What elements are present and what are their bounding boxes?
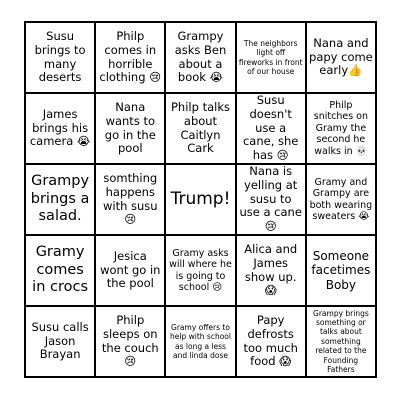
bingo-cell-r4c5[interactable]: Someone facetimes Boby <box>306 235 376 306</box>
bingo-cell-r2c2[interactable]: Nana wants to go in the pool <box>95 93 165 164</box>
bingo-cell-r5c1[interactable]: Susu calls Jason Brayan <box>25 306 95 377</box>
bingo-cell-r5c3[interactable]: Gramy offers to help with school as long a less and linda dose <box>165 306 235 377</box>
bingo-cell-r2c3[interactable]: Philp talks about Caitlyn Cark <box>165 93 235 164</box>
bingo-cell-r3c2[interactable]: somthing happens with susu 😢 <box>95 164 165 235</box>
bingo-cell-r2c1[interactable]: James brings his camera 😭 <box>25 93 95 164</box>
bingo-cell-r4c1[interactable]: Gramy comes in crocs <box>25 235 95 306</box>
bingo-cell-r1c4[interactable]: The neighbors light off fireworks in front of our house <box>236 22 306 93</box>
bingo-cell-r4c2[interactable]: Jesica wont go in the pool <box>95 235 165 306</box>
bingo-cell-r1c3[interactable]: Grampy asks Ben about a book 😭 <box>165 22 235 93</box>
bingo-board <box>24 21 377 378</box>
bingo-cell-r3c4[interactable]: Nana is yelling at susu to use a cane 😢 <box>236 164 306 235</box>
bingo-cell-r2c4[interactable]: Susu doesn't use a cane, she has 😢 <box>236 93 306 164</box>
bingo-cell-r5c5[interactable]: Grampy brings something or talks about something related to the Founding Fathers <box>306 306 376 377</box>
bingo-cell-r3c5[interactable]: Gramy and Grampy are both wearing sweaters 😭 <box>306 164 376 235</box>
bingo-cell-r5c4[interactable]: Papy defrosts too much food 😱 <box>236 306 306 377</box>
bingo-cell-r3c1[interactable]: Grampy brings a salad. <box>25 164 95 235</box>
bingo-cell-r4c4[interactable]: Alica and James show up. 😱 <box>236 235 306 306</box>
bingo-free-cell[interactable]: Trump! <box>165 164 235 235</box>
bingo-cell-r1c5[interactable]: Nana and papy come early👍 <box>306 22 376 93</box>
bingo-cell-r2c5[interactable]: Philp snitches on Gramy the second he walks in 💀 <box>306 93 376 164</box>
bingo-cell-r5c2[interactable]: Philp sleeps on the couch 😢 <box>95 306 165 377</box>
bingo-cell-r1c2[interactable]: Philp comes in horrible clothing 😢 <box>95 22 165 93</box>
bingo-cell-r4c3[interactable]: Gramy asks will where he is going to school 😢 <box>165 235 235 306</box>
bingo-cell-r1c1[interactable]: Susu brings to many deserts <box>25 22 95 93</box>
